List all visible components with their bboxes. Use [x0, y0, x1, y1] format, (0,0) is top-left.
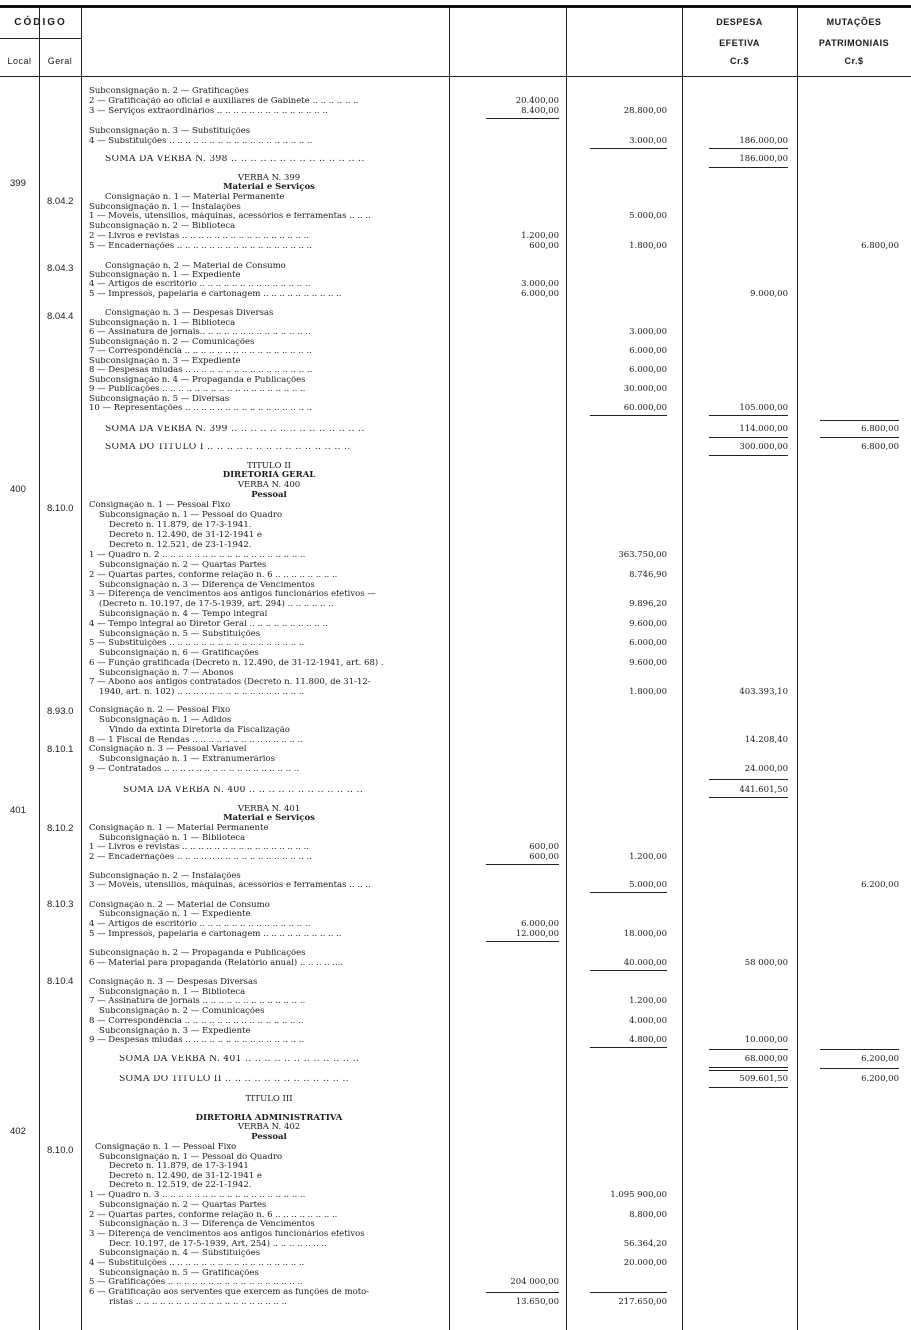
item-line: 4 — Substituições .. .. .. .. .. .. .. .. .. .. .. .. .. .. .. .. .. .. — [89, 137, 313, 146]
subtotal-rule — [590, 970, 667, 971]
amount-cell: 204 000,00 — [510, 1277, 559, 1287]
amount-cell: 6.000,00 — [629, 365, 667, 375]
amount-cell: 13.650,00 — [515, 1297, 559, 1307]
top-rule — [0, 5, 911, 8]
amount-cell: 40.000,00 — [623, 958, 667, 968]
header-mutacoes: MUTAÇÕES — [826, 17, 882, 27]
item-line: Decreto n. 12.490, de 31-12-1941 e — [109, 1172, 262, 1181]
subtotal-rule — [590, 1047, 667, 1048]
header-mutacoes-unit: Cr.$ — [844, 56, 864, 66]
header-bottom-rule — [0, 76, 911, 77]
subtotal-rule — [709, 779, 788, 780]
amount-cell: 600,00 — [529, 241, 559, 251]
subtotal-rule — [820, 1068, 899, 1069]
item-line: Subconsignação n. 2 — Quartas Partes — [99, 561, 267, 570]
amount-cell: 6.800,00 — [861, 442, 899, 452]
subtotal-rule — [709, 148, 788, 149]
item-line: Subconsignação n. 5 — Gratificações — [99, 1269, 259, 1278]
item-line: Subconsignação n. 4 — Tempo integral — [99, 610, 268, 619]
item-line: Decreto n. 11.879, de 17-3-1941. — [109, 521, 252, 530]
section-heading: DIRETORIA GERAL — [222, 471, 316, 480]
item-line: 1 — Quadro n. 2 .. .. .. .. .. .. .. .. .. .. .. .. .. .. .. .. .. .. — [89, 551, 306, 560]
amount-cell: 6.000,00 — [521, 289, 559, 299]
item-line: 5 — Impressos, papelaria e cartonagem .. .. .. .. .. .. .. .. .. .. — [89, 290, 342, 299]
item-line: Subconsignação n. 2 — Comunicações — [89, 338, 255, 347]
item-line: 9 — Despesas miudas .. .. .. .. .. .. .. .. .. .. .. .. .. .. .. — [89, 1036, 305, 1045]
amount-cell: 8.400,00 — [521, 106, 559, 116]
section-heading: VERBA N. 402 — [237, 1123, 301, 1132]
item-line: 2 — Quartas partes, conforme relação n. 6 .. .. .. .. .. .. .. .. — [89, 1211, 338, 1220]
geral-code: 8.93.0 — [47, 706, 74, 717]
item-line: Subconsignação n. 1 — Adidos — [99, 716, 232, 725]
amount-cell: 56.364,20 — [623, 1239, 667, 1249]
amount-cell: 3.000,00 — [521, 279, 559, 289]
amount-cell: 12.000,00 — [515, 929, 559, 939]
sum-line: SOMA DO TITULO I .. .. .. .. .. .. .. .. .. .. .. .. .. .. .. — [105, 443, 351, 452]
amount-cell: 509.601,50 — [739, 1074, 788, 1084]
amount-cell: 6.200,00 — [861, 1054, 899, 1064]
col-rule-geral — [81, 8, 82, 1330]
header-patrimoniais: PATRIMONIAIS — [818, 38, 890, 48]
section-heading: DIRETORIA ADMINISTRATIVA — [195, 1114, 343, 1123]
item-line: Subconsignação n. 1 — Biblioteca — [89, 319, 236, 328]
amount-cell: 403.393,10 — [739, 687, 788, 697]
subtotal-rule — [486, 864, 559, 865]
section-heading: VERBA N. 399 — [237, 174, 301, 183]
item-line: 5 — Gratificações .. .. .. .. .. .. .. .. .. .. .. .. .. .. .. .. .. — [89, 1278, 303, 1287]
col-rule-amt3 — [797, 8, 798, 1330]
amount-cell: 20.000,00 — [623, 1258, 667, 1268]
item-line: 5 — Encadernações .. .. .. .. .. .. .. .. .. .. .. .. .. .. .. .. .. — [89, 242, 312, 251]
item-line: Subconsignação n. 5 — Substituições — [99, 630, 261, 639]
amount-cell: 3.000,00 — [629, 327, 667, 337]
item-line: Subconsignação n. 4 — Propaganda e Publicações — [89, 376, 306, 385]
item-line: 6 — Material para propaganda (Relatório anual) .. .. .. .. .... — [89, 959, 344, 968]
amount-cell: 60.000,00 — [623, 403, 667, 413]
item-line: Subconsignação n. 6 — Gratificações — [99, 649, 259, 658]
subtotal-rule — [709, 797, 788, 798]
item-line: 6 — Função gratificada (Decreto n. 12.490, de 31-12-1941, art. 68) . — [89, 659, 384, 668]
item-line: Subconsignação n. 1 — Expediente — [89, 271, 241, 280]
section-heading: TITULO II — [247, 462, 291, 471]
item-line: Subconsignação n. 2 — Quartas Partes — [99, 1201, 267, 1210]
item-line: 3 — Diferença de vencimentos aos antigos funcionários efetivos — [89, 1230, 365, 1239]
item-line: Subconsignação n. 1 — Instalações — [89, 203, 241, 212]
subtotal-rule — [709, 167, 788, 168]
item-line: Subconsignação n. 3 — Diferença de Vencimentos — [99, 1220, 315, 1229]
amount-cell: 6.800,00 — [861, 424, 899, 434]
item-line: Subconsignação n. 2 — Biblioteca — [89, 222, 236, 231]
item-line: Consignação n. 1 — Material Permanente — [89, 824, 269, 833]
local-code: 400 — [10, 484, 26, 495]
item-line: 9 — Publicações .. .. .. .. .. .. .. .. .. .. .. .. .. .. .. .. .. .. — [89, 385, 306, 394]
geral-code: 8.10.0 — [47, 503, 74, 514]
amount-cell: 186.000,00 — [739, 154, 788, 164]
amount-cell: 600,00 — [529, 842, 559, 852]
item-line: 5 — Substituições .. .. .. .. .. .. .. .. .. .. .. .. .. .. .. .. .. — [89, 639, 305, 648]
geral-code: 8.10.0 — [47, 1145, 74, 1156]
geral-code: 8.10.3 — [47, 899, 74, 910]
item-line: Subconsignação n. 3 — Diferença de Vencimentos — [99, 581, 315, 590]
item-line: Decreto n. 11.879, de 17-3-1941 — [109, 1162, 249, 1171]
section-heading: Material e Serviços — [223, 814, 315, 823]
amount-cell: 18.000,00 — [623, 929, 667, 939]
geral-code: 8.10.2 — [47, 823, 74, 834]
amount-cell: 20.400,00 — [515, 96, 559, 106]
item-line: 6 — Gratificação aos serventes que exercem as funções de moto- — [89, 1288, 370, 1297]
section-heading: VERBA N. 400 — [237, 481, 301, 490]
subtotal-rule — [709, 1067, 788, 1071]
amount-cell: 6.000,00 — [629, 638, 667, 648]
item-line: Consignação n. 1 — Pessoal Fixo — [89, 501, 231, 510]
item-line: 6 — Assinatura de jornais.. .. .. .. .. .. .. .. .. .. .. .. .. .. — [89, 328, 311, 337]
item-line: Consignação n. 1 — Pessoal Fixo — [95, 1143, 237, 1152]
amount-cell: 4.000,00 — [629, 1016, 667, 1026]
amount-cell: 105.000,00 — [739, 403, 788, 413]
item-line: Subconsignação n. 2 — Comunicações — [99, 1007, 265, 1016]
geral-code: 8.10.4 — [47, 976, 74, 987]
item-line: 8 — 1 Fiscal de Rendas .. .. .. .. .. .. .. .. .. .. .. .. .. .. — [89, 736, 304, 745]
sum-line: SOMA DA VERBA N. 399 .. .. .. .. .. .. .. .. .. .. .. .. .. .. — [105, 425, 365, 434]
item-line: Subconsignação n. 3 — Expediente — [89, 357, 241, 366]
item-line: 3 — Moveis, utensilios, máquinas, acessórios e ferramentas .. .. .. — [89, 881, 371, 890]
section-heading: TITULO III — [245, 1095, 293, 1104]
item-line: 2 — Encadernações .. .. .. .. .. .. .. .. .. .. .. .. .. .. .. .. .. — [89, 853, 312, 862]
header-codigo: CÓDIGO — [14, 17, 67, 28]
amount-cell: 24.000,00 — [744, 764, 788, 774]
item-line: 1 — Livros e revistas .. .. .. .. .. .. .. .. .. .. .. .. .. .. .. .. — [89, 843, 309, 852]
item-line: 2 — Gratificação ao oficial e auxiliares de Gabinete .. .. .. .. .. .. — [89, 97, 359, 106]
item-line: Subconsignação n. 3 — Substituições — [89, 127, 251, 136]
item-line: 8 — Despesas miudas .. .. .. .. .. .. .. .. .. .. .. .. .. .. .. .. — [89, 366, 313, 375]
section-heading: Pessoal — [251, 1133, 287, 1142]
subtotal-rule — [709, 1087, 788, 1088]
item-line: 7 — Correspondência .. .. .. .. .. .. .. .. .. .. .. .. .. .. .. .. — [89, 347, 312, 356]
item-line: 7 — Abono aos antigos contratados (Decreto n. 11.800, de 31-12- — [89, 678, 371, 687]
col-rule-local — [39, 8, 40, 1330]
item-line: (Decreto n. 10.197, de 17-5-1939, art. 294) .. .. .. .. .. .. — [99, 600, 334, 609]
item-line: Subconsignação n. 7 — Abonos — [99, 669, 234, 678]
geral-code: 8.10.1 — [47, 744, 74, 755]
item-line: Consignação n. 3 — Despesas Diversas — [105, 309, 274, 318]
geral-code: 8.04.3 — [47, 263, 74, 274]
amount-cell: 8.800,00 — [629, 1210, 667, 1220]
item-line: Subconsignação n. 1 — Pessoal do Quadro — [99, 511, 283, 520]
subtotal-rule — [709, 455, 788, 456]
section-heading: Pessoal — [251, 491, 287, 500]
geral-code: 8.04.2 — [47, 196, 74, 207]
item-line: Decr. 10.197, de 17-5-1939, Art. 254) .. .. .. .. .. .. .. — [109, 1240, 327, 1249]
amount-cell: 1.200,00 — [629, 852, 667, 862]
subtotal-rule — [590, 892, 667, 893]
item-line: Decreto n. 12.521, de 23-1-1942. — [109, 541, 252, 550]
amount-cell: 10.000,00 — [744, 1035, 788, 1045]
item-line: 10 — Representações .. .. .. .. .. .. .. .. .. .. .. .. .. .. .. .. — [89, 404, 312, 413]
subtotal-rule — [709, 437, 788, 438]
amount-cell: 5.000,00 — [629, 211, 667, 221]
amount-cell: 3.000,00 — [629, 136, 667, 146]
subtotal-rule — [590, 415, 667, 416]
header-local: Local — [7, 56, 32, 66]
item-line: Subconsignação n. 1 — Extranumerários — [99, 755, 275, 764]
subtotal-rule — [590, 148, 667, 149]
sum-line: SOMA DA VERBA N. 401 .. .. .. .. .. .. .. .. .. .. .. .. — [119, 1055, 360, 1064]
amount-cell: 68.000,00 — [744, 1054, 788, 1064]
amount-cell: 1.095 900,00 — [610, 1190, 667, 1200]
amount-cell: 6.200,00 — [861, 1074, 899, 1084]
item-line: Subconsignação n. 1 — Pessoal do Quadro — [99, 1153, 283, 1162]
amount-cell: 186.000,00 — [739, 136, 788, 146]
item-line: Subconsignação n. 2 — Gratificações — [89, 87, 249, 96]
item-line: 1 — Quadro n. 3 .. .. .. .. .. .. .. .. .. .. .. .. .. .. .. .. .. .. — [89, 1191, 306, 1200]
amount-cell: 5.000,00 — [629, 880, 667, 890]
item-line: Consignação n. 3 — Pessoal Variavel — [89, 745, 247, 754]
amount-cell: 30.000,00 — [623, 384, 667, 394]
subtotal-rule — [709, 415, 788, 416]
amount-cell: 9.896,20 — [629, 599, 667, 609]
col-rule-amt1 — [566, 8, 567, 1330]
amount-cell: 114.000,00 — [739, 424, 788, 434]
amount-cell: 6.000,00 — [629, 346, 667, 356]
item-line: Consignação n. 2 — Pessoal Fixo — [89, 706, 231, 715]
item-line: Subconsignação n. 1 — Biblioteca — [99, 988, 246, 997]
amount-cell: 58 000,00 — [744, 958, 788, 968]
amount-cell: 9.000,00 — [750, 289, 788, 299]
header-despesa-unit: Cr.$ — [729, 56, 749, 66]
amount-cell: 9.600,00 — [629, 619, 667, 629]
item-line: 1940, art. n. 102) .. .. .. .. .. .. .. .. .. .. .. .. .. .. .. .. — [99, 688, 305, 697]
item-line: Vindo da extinta Diretoria da Fiscalização — [109, 726, 290, 735]
codigo-rule — [0, 38, 81, 39]
item-line: 4 — Tempo integral ao Diretor Geral .. .. .. .. .. .. .. .. .. .. — [89, 620, 328, 629]
item-line: Subconsignação n. 1 — Expediente — [99, 910, 251, 919]
item-line: Subconsignação n. 2 — Instalações — [89, 872, 241, 881]
subtotal-rule — [486, 1292, 559, 1293]
item-line: Subconsignação n. 3 — Expediente — [99, 1027, 251, 1036]
col-rule-amt2 — [682, 8, 683, 1330]
subtotal-rule — [590, 1292, 667, 1293]
local-code: 399 — [10, 178, 26, 189]
item-line: Decreto n. 12.490, de 31-12-1941 e — [109, 531, 262, 540]
sum-line: SOMA DO TITULO II .. .. .. .. .. .. .. .. .. .. .. .. .. — [119, 1075, 350, 1084]
sum-line: SOMA DA VERBA N. 398 .. .. .. .. .. .. .. .. .. .. .. .. .. .. — [105, 155, 365, 164]
subtotal-rule — [820, 420, 899, 421]
item-line: Subconsignação n. 1 — Biblioteca — [99, 834, 246, 843]
item-line: 3 — Diferença de vencimentos aos antigos funcionários efetivos — — [89, 590, 376, 599]
amount-cell: 6.000,00 — [521, 919, 559, 929]
amount-cell: 28.800,00 — [623, 106, 667, 116]
item-line: ristas .. .. .. .. .. .. .. .. .. .. .. .. .. .. .. .. .. .. .. — [109, 1298, 287, 1307]
item-line: 1 — Moveis, utensilios, máquinas, acessórios e ferramentas .. .. .. — [89, 212, 371, 221]
amount-cell: 300.000,00 — [739, 442, 788, 452]
amount-cell: 4.800,00 — [629, 1035, 667, 1045]
item-line: 2 — Quartas partes, conforme relação n. 6 .. .. .. .. .. .. .. .. — [89, 571, 338, 580]
section-heading: Material e Serviços — [223, 183, 315, 192]
amount-cell: 441.601,50 — [739, 785, 788, 795]
local-code: 402 — [10, 1126, 26, 1137]
amount-cell: 6.200,00 — [861, 880, 899, 890]
header-efetiva: EFETIVA — [719, 38, 760, 48]
geral-code: 8.04.4 — [47, 311, 74, 322]
item-line: Subconsignação n. 2 — Propaganda e Publicações — [89, 949, 306, 958]
amount-cell: 1.800,00 — [629, 687, 667, 697]
item-line: 4 — Substituições .. .. .. .. .. .. .. .. .. .. .. .. .. .. .. .. .. — [89, 1259, 305, 1268]
item-line: Subconsignação n. 5 — Diversas — [89, 395, 230, 404]
item-line: 2 — Livros e revistas .. .. .. .. .. .. .. .. .. .. .. .. .. .. .. .. — [89, 232, 309, 241]
amount-cell: 6.800,00 — [861, 241, 899, 251]
header-geral: Geral — [47, 56, 73, 66]
amount-cell: 600,00 — [529, 852, 559, 862]
amount-cell: 1.200,00 — [521, 231, 559, 241]
amount-cell: 14.208,40 — [744, 735, 788, 745]
amount-cell: 217.650,00 — [618, 1297, 667, 1307]
sum-line: SOMA DA VERBA N. 400 .. .. .. .. .. .. .. .. .. .. .. .. — [123, 786, 364, 795]
subtotal-rule — [820, 1049, 899, 1050]
local-code: 401 — [10, 805, 26, 816]
item-line: Subconsignação n. 4 — Substituições — [99, 1249, 261, 1258]
header-despesa: DESPESA — [716, 17, 763, 27]
amount-cell: 1.200,00 — [629, 996, 667, 1006]
item-line: 3 — Serviços extraordinários .. .. .. .. .. .. .. .. .. .. .. .. .. .. — [89, 107, 328, 116]
item-line: Consignação n. 1 — Material Permanente — [105, 193, 285, 202]
amount-cell: 363.750,00 — [618, 550, 667, 560]
item-line: 4 — Artigos de escritório .. .. .. .. .. .. .. .. .. .. .. .. .. .. — [89, 920, 311, 929]
item-line: 9 — Contratados .. .. .. .. .. .. .. .. .. .. .. .. .. .. .. .. .. — [89, 765, 300, 774]
item-line: Consignação n. 2 — Material de Consumo — [105, 262, 286, 271]
item-line: Decreto n. 12.519, de 22-1-1942. — [109, 1181, 252, 1190]
subtotal-rule — [820, 437, 899, 438]
item-line: Consignação n. 3 — Despesas Diversas — [89, 978, 258, 987]
amount-cell: 8.746,90 — [629, 570, 667, 580]
item-line: 4 — Artigos de escritório .. .. .. .. .. .. .. .. .. .. .. .. .. .. — [89, 280, 311, 289]
item-line: 7 — Assinatura de jornais .. .. .. .. .. .. .. .. .. .. .. .. .. — [89, 997, 306, 1006]
item-line: 5 — Impressos, papelaria e cartonagem .. .. .. .. .. .. .. .. .. .. — [89, 930, 342, 939]
subtotal-rule — [486, 118, 559, 119]
amount-cell: 1.800,00 — [629, 241, 667, 251]
subtotal-rule — [486, 941, 559, 942]
subtotal-rule — [709, 1049, 788, 1050]
item-line: Consignação n. 2 — Material de Consumo — [89, 901, 270, 910]
amount-cell: 9.600,00 — [629, 658, 667, 668]
item-line: 8 — Correspondência .. .. .. .. .. .. .. .. .. .. .. .. .. .. .. — [89, 1017, 304, 1026]
section-heading: VERBA N. 401 — [237, 805, 301, 814]
